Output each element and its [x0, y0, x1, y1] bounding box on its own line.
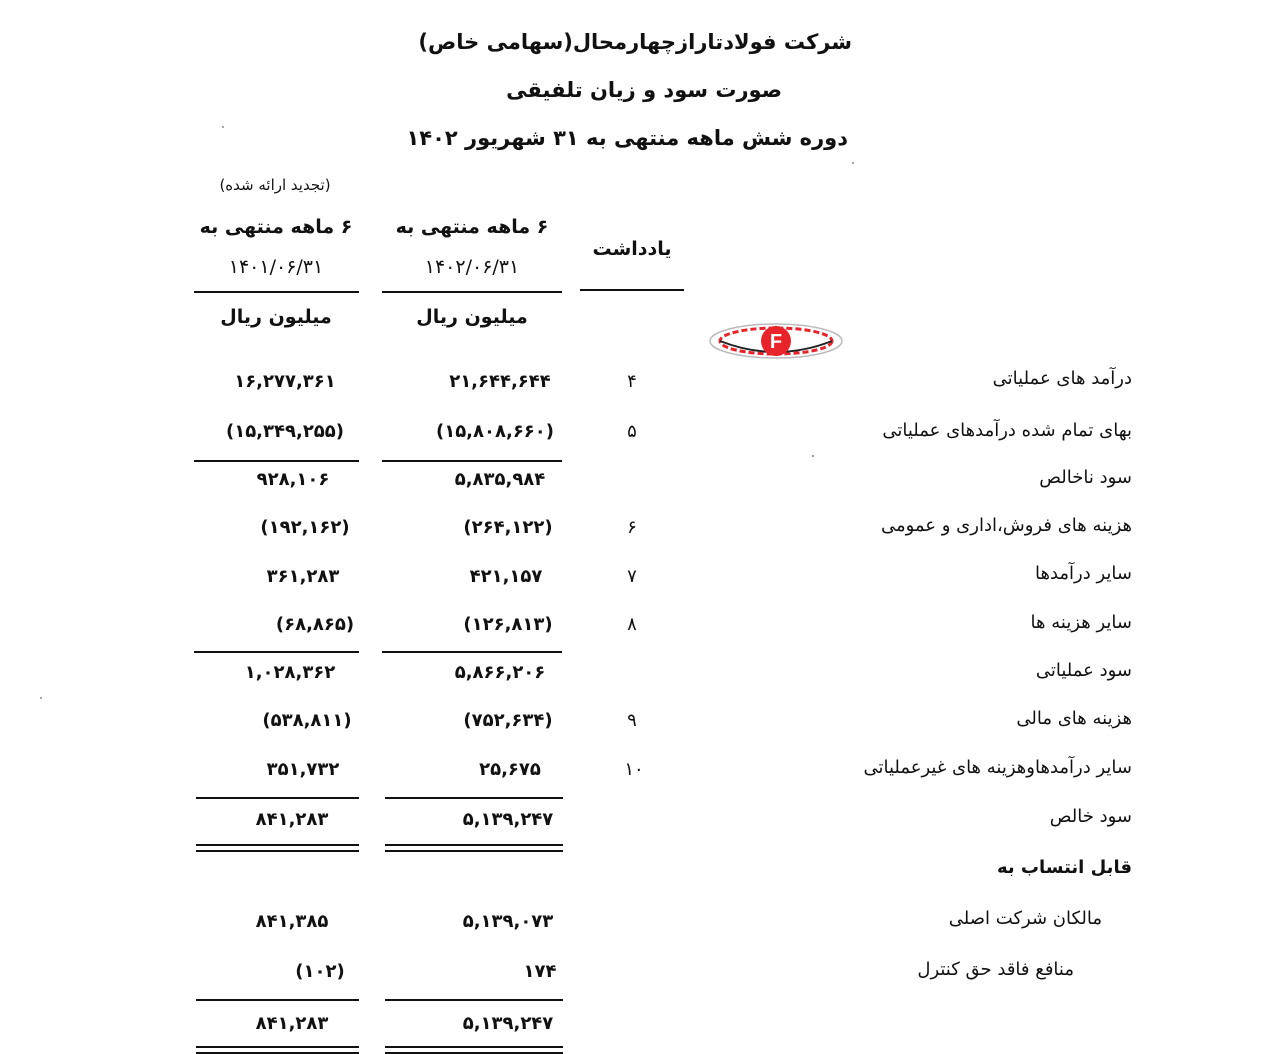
double-rule-attr-total-current: [385, 1046, 563, 1054]
rule-attr-total-prior: [196, 999, 359, 1001]
row-other-expenses-prior: (۶۸,۸۶۵): [275, 614, 355, 635]
row-cost-of-revenue-label: بهای تمام شده درآمدهای عملیاتی: [882, 420, 1132, 441]
double-rule-net-profit-prior: [196, 844, 359, 852]
rule-net-profit-current: [385, 797, 563, 799]
row-gross-profit-prior: ۹۲۸,۱۰۶: [256, 469, 330, 490]
company-name: شرکت فولادتارازچهارمحال(سهامی خاص): [418, 30, 852, 54]
rule-net-profit-prior: [196, 797, 359, 799]
row-finance-costs-note: ۹: [627, 710, 637, 731]
row-other-expenses-label: سایر هزینه ها: [1030, 612, 1132, 633]
attr-nci-current: ۱۷۴: [523, 961, 557, 982]
rule-gross-profit-current: [382, 460, 562, 462]
row-net-profit-label: سود خالص: [1049, 806, 1132, 827]
row-sga-expenses-note: ۶: [627, 517, 637, 538]
current-unit-label: میلیون ریال: [416, 306, 528, 328]
scan-speck: [852, 162, 854, 164]
row-sga-expenses-label: هزینه های فروش،اداری و عمومی: [880, 515, 1132, 536]
row-other-expenses-note: ۸: [627, 614, 637, 635]
row-other-revenue-note: ۷: [627, 566, 637, 587]
scan-speck: [222, 126, 224, 128]
attributable-heading: قابل انتساب به: [996, 857, 1132, 878]
svg-text:F: F: [769, 331, 783, 353]
row-non-operating-current: ۲۵,۶۷۵: [479, 759, 541, 780]
double-rule-net-profit-current: [385, 844, 563, 852]
row-net-profit-prior: ۸۴۱,۲۸۳: [255, 809, 329, 830]
attr-total-prior: ۸۴۱,۲۸۳: [255, 1013, 329, 1034]
prior-period-header-line1: ۶ ماهه منتهی به: [199, 216, 353, 238]
attr-nci-prior: (۱۰۲): [295, 961, 345, 982]
row-cost-of-revenue-prior: (۱۵,۳۴۹,۲۵۵): [225, 421, 345, 442]
row-non-operating-note: ۱۰: [624, 759, 644, 780]
attr-nci-label: منافع فاقد حق کنترل: [917, 959, 1074, 980]
rule-operating-profit-current: [382, 651, 562, 653]
current-period-header-line1: ۶ ماهه منتهی به: [395, 216, 549, 238]
row-other-revenue-current: ۴۲۱,۱۵۷: [469, 566, 543, 587]
scan-speck: [40, 697, 42, 699]
row-operating-profit-current: ۵,۸۶۶,۲۰۶: [454, 662, 546, 683]
restated-note: (تجدید ارائه شده): [219, 176, 331, 194]
row-cost-of-revenue-note: ۵: [627, 421, 637, 442]
header-rule-prior: [194, 291, 359, 293]
double-rule-attr-total-prior: [196, 1046, 359, 1054]
scan-speck: [812, 455, 814, 457]
note-column-header: یادداشت: [592, 238, 672, 260]
prior-period-header-line2: ۱۴۰۱/۰۶/۳۱: [228, 256, 324, 278]
attr-total-current: ۵,۱۳۹,۲۴۷: [462, 1013, 554, 1034]
company-logo-icon: [708, 322, 844, 360]
statement-title: صورت سود و زیان تلفیقی: [506, 78, 782, 102]
row-finance-costs-prior: (۵۳۸,۸۱۱): [262, 710, 352, 731]
rule-attr-total-current: [385, 999, 563, 1001]
row-gross-profit-label: سود ناخالص: [1039, 467, 1132, 488]
row-cost-of-revenue-current: (۱۵,۸۰۸,۶۶۰): [435, 421, 555, 442]
row-operating-profit-prior: ۱,۰۲۸,۳۶۲: [244, 662, 336, 683]
header-rule-current: [382, 291, 562, 293]
row-gross-profit-current: ۵,۸۳۵,۹۸۴: [454, 469, 546, 490]
header-rule-note: [580, 289, 684, 291]
row-operating-profit-label: سود عملیاتی: [1035, 660, 1132, 681]
row-non-operating-label: سایر درآمدهاوهزینه های غیرعملیاتی: [863, 757, 1132, 778]
row-operating-revenue-current: ۲۱,۶۴۴,۶۴۴: [449, 371, 551, 392]
row-net-profit-current: ۵,۱۳۹,۲۴۷: [462, 809, 554, 830]
prior-unit-label: میلیون ریال: [220, 306, 332, 328]
period-title: دوره شش ماهه منتهی به ۳۱ شهریور ۱۴۰۲: [406, 126, 848, 150]
row-sga-expenses-prior: (۱۹۲,۱۶۲): [260, 517, 350, 538]
rule-operating-profit-prior: [194, 651, 359, 653]
attr-owners-current: ۵,۱۳۹,۰۷۳: [462, 911, 554, 932]
row-sga-expenses-current: (۲۶۴,۱۲۲): [463, 517, 553, 538]
row-other-revenue-prior: ۳۶۱,۲۸۳: [266, 566, 340, 587]
row-operating-revenue-prior: ۱۶,۲۷۷,۳۶۱: [234, 371, 336, 392]
current-period-header-line2: ۱۴۰۲/۰۶/۳۱: [424, 256, 520, 278]
attr-owners-prior: ۸۴۱,۳۸۵: [255, 911, 329, 932]
row-operating-revenue-note: ۴: [627, 371, 637, 392]
row-other-revenue-label: سایر درآمدها: [1034, 563, 1132, 584]
row-operating-revenue-label: درآمد های عملیاتی: [992, 368, 1132, 389]
row-other-expenses-current: (۱۲۶,۸۱۳): [463, 614, 553, 635]
attr-owners-label: مالکان شرکت اصلی: [948, 908, 1102, 929]
rule-gross-profit-prior: [194, 460, 359, 462]
row-non-operating-prior: ۳۵۱,۷۳۲: [266, 759, 340, 780]
row-finance-costs-label: هزینه های مالی: [1016, 708, 1132, 729]
row-finance-costs-current: (۷۵۲,۶۳۴): [463, 710, 553, 731]
